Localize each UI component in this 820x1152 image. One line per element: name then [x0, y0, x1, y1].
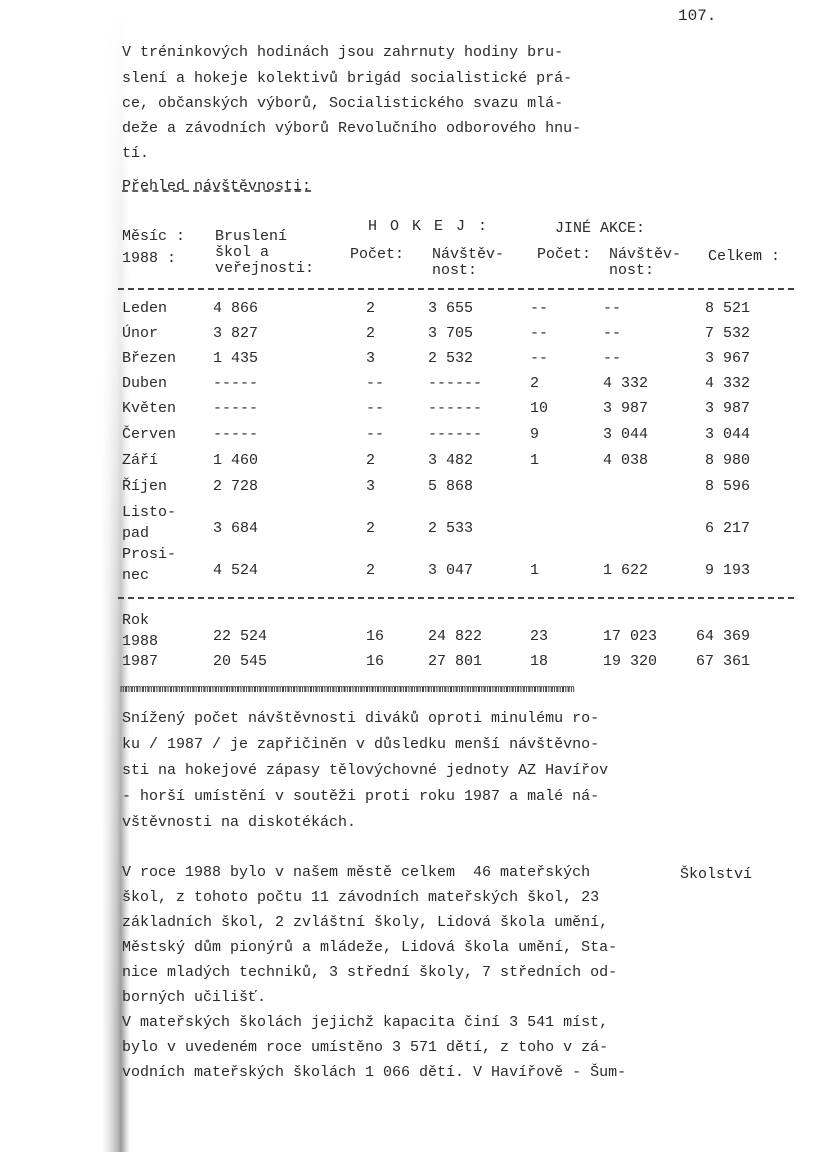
month-cell: Květen: [122, 400, 177, 417]
header-year: 1988 :: [122, 250, 177, 267]
hokej-navstevnost-cell: 2 533: [428, 520, 474, 537]
hokej-navstevnost-cell: ------: [428, 400, 483, 417]
jine-pocet-cell: 2: [530, 375, 540, 392]
table-row: [0, 375, 820, 399]
jine-navstevnost-cell: 1 622: [603, 562, 649, 579]
jine-pocet-cell: --: [530, 350, 549, 367]
text-line: základních škol, 2 zvláštní školy, Lidová škola umění,: [122, 914, 609, 931]
hokej-pocet-cell: 16: [366, 628, 385, 645]
header-mesic: Měsíc :: [122, 228, 186, 245]
table-row: [0, 325, 820, 349]
hokej-pocet-cell: 2: [366, 562, 376, 579]
text-line: ce, občanských výborů, Socialistického svazu mlá-: [122, 95, 564, 112]
brusleni-cell: 3 684: [213, 520, 259, 537]
brusleni-cell: -----: [213, 375, 259, 392]
jine-pocet-cell: --: [530, 300, 549, 317]
table-row: [0, 478, 820, 502]
table-row: [0, 546, 820, 586]
month-cell: Září: [122, 452, 159, 469]
totals-row: [0, 653, 820, 677]
jine-navstevnost-cell: 19 320: [603, 653, 658, 670]
header-celkem: Celkem :: [708, 248, 781, 265]
jine-pocet-cell: 1: [530, 452, 540, 469]
text-line: V roce 1988 bylo v našem městě celkem 46 mateřských: [122, 864, 591, 881]
hokej-pocet-cell: --: [366, 400, 385, 417]
hokej-pocet-cell: 16: [366, 653, 385, 670]
hokej-pocet-cell: 2: [366, 520, 376, 537]
divider: [118, 597, 794, 599]
header-jine-navstevnost: nost:: [609, 262, 655, 279]
jine-navstevnost-cell: 3 044: [603, 426, 649, 443]
table-row: [0, 452, 820, 476]
hokej-pocet-cell: 2: [366, 325, 376, 342]
jine-navstevnost-cell: --: [603, 350, 622, 367]
month-cell: Rok 1988: [122, 612, 159, 650]
separator-line: mmmmmmmmmmmmmmmmmmmmmmmmmmmmmmmmmmmmmmmmmmmmmmmmmmmmmmmmmmmmmmmmmmmmmmmmmmmmmmmmm: [120, 684, 574, 696]
text-line: nice mladých techniků, 3 střední školy, 7 středních od-: [122, 964, 618, 981]
page-number: 107.: [678, 7, 717, 25]
hokej-pocet-cell: --: [366, 375, 385, 392]
brusleni-cell: -----: [213, 426, 259, 443]
jine-navstevnost-cell: 3 987: [603, 400, 649, 417]
month-cell: Listo- pad: [122, 504, 177, 542]
header-brusleni: Bruslení: [215, 228, 288, 245]
month-cell: Únor: [122, 325, 159, 342]
jine-navstevnost-cell: --: [603, 300, 622, 317]
hokej-pocet-cell: 2: [366, 300, 376, 317]
celkem-cell: 4 332: [704, 375, 750, 392]
header-jine-navstevnost: Návštěv-: [609, 246, 682, 263]
brusleni-cell: 22 524: [213, 628, 268, 645]
brusleni-cell: 1 435: [213, 350, 259, 367]
header-hokej-navstevnost: nost:: [432, 262, 478, 279]
hokej-pocet-cell: 2: [366, 452, 376, 469]
table-row: [0, 350, 820, 374]
header-jine-pocet: Počet:: [537, 246, 592, 263]
divider: [118, 288, 794, 290]
table-row: [0, 300, 820, 324]
hokej-navstevnost-cell: 3 705: [428, 325, 474, 342]
hokej-navstevnost-cell: 3 655: [428, 300, 474, 317]
hokej-navstevnost-cell: 27 801: [428, 653, 483, 670]
jine-pocet-cell: --: [530, 325, 549, 342]
celkem-cell: 3 967: [704, 350, 750, 367]
table-row: [0, 400, 820, 424]
brusleni-cell: -----: [213, 400, 259, 417]
header-brusleni: veřejnosti:: [215, 260, 315, 277]
jine-pocet-cell: 23: [530, 628, 549, 645]
hokej-navstevnost-cell: 3 482: [428, 452, 474, 469]
celkem-cell: 9 193: [704, 562, 750, 579]
month-cell: Březen: [122, 350, 177, 367]
brusleni-cell: 4 524: [213, 562, 259, 579]
header-brusleni: škol a: [215, 244, 270, 261]
celkem-cell: 8 521: [704, 300, 750, 317]
month-cell: Říjen: [122, 478, 168, 495]
brusleni-cell: 20 545: [213, 653, 268, 670]
brusleni-cell: 2 728: [213, 478, 259, 495]
text-line: bylo v uvedeném roce umístěno 3 571 dětí, z toho v zá-: [122, 1039, 609, 1056]
hokej-pocet-cell: 3: [366, 478, 376, 495]
jine-pocet-cell: 10: [530, 400, 549, 417]
section-heading: Přehled návštěvnosti:: [122, 178, 312, 195]
celkem-cell: 8 980: [704, 452, 750, 469]
jine-navstevnost-cell: --: [603, 325, 622, 342]
celkem-cell: 64 369: [695, 628, 750, 645]
text-line: Snížený počet návštěvnosti diváků oproti minulému ro-: [122, 710, 600, 727]
text-line: deže a závodních výborů Revolučního odborového hnu-: [122, 120, 582, 137]
jine-pocet-cell: 1: [530, 562, 540, 579]
month-cell: Prosi- nec: [122, 546, 177, 584]
text-line: V tréninkových hodinách jsou zahrnuty hodiny bru-: [122, 44, 564, 61]
month-cell: 1987: [122, 653, 159, 670]
brusleni-cell: 1 460: [213, 452, 259, 469]
text-line: vodních mateřských školách 1 066 dětí. V Havířově - Šum-: [122, 1064, 627, 1081]
month-cell: Duben: [122, 375, 168, 392]
group-header-hokej: H O K E J :: [368, 218, 490, 235]
header-hokej-pocet: Počet:: [350, 246, 405, 263]
celkem-cell: 6 217: [704, 520, 750, 537]
jine-navstevnost-cell: 4 038: [603, 452, 649, 469]
celkem-cell: 8 596: [704, 478, 750, 495]
jine-navstevnost-cell: 17 023: [603, 628, 658, 645]
text-line: ku / 1987 / je zapřičiněn v důsledku menší návštěvno-: [122, 736, 600, 753]
jine-pocet-cell: 18: [530, 653, 549, 670]
text-line: tí.: [122, 145, 150, 162]
jine-pocet-cell: 9: [530, 426, 540, 443]
header-hokej-navstevnost: Návštěv-: [432, 246, 505, 263]
jine-navstevnost-cell: 4 332: [603, 375, 649, 392]
text-line: sti na hokejové zápasy tělovýchovné jednoty AZ Havířov: [122, 762, 609, 779]
hokej-navstevnost-cell: 3 047: [428, 562, 474, 579]
text-line: - horší umístění v soutěži proti roku 1987 a malé ná-: [122, 788, 600, 805]
text-line: Městský dům pionýrů a mládeže, Lidová škola umění, Sta-: [122, 939, 618, 956]
celkem-cell: 7 532: [704, 325, 750, 342]
totals-row: [0, 612, 820, 652]
brusleni-cell: 4 866: [213, 300, 259, 317]
text-line: vštěvnosti na diskotékách.: [122, 814, 357, 831]
hokej-navstevnost-cell: 5 868: [428, 478, 474, 495]
hokej-navstevnost-cell: ------: [428, 426, 483, 443]
hokej-pocet-cell: 3: [366, 350, 376, 367]
hokej-navstevnost-cell: 2 532: [428, 350, 474, 367]
hokej-navstevnost-cell: ------: [428, 375, 483, 392]
text-line: škol, z tohoto počtu 11 závodních mateřských škol, 23: [122, 889, 600, 906]
celkem-cell: 67 361: [695, 653, 750, 670]
celkem-cell: 3 987: [704, 400, 750, 417]
hokej-pocet-cell: --: [366, 426, 385, 443]
group-header-jine: JINÉ AKCE:: [555, 220, 646, 237]
table-row: [0, 504, 820, 544]
text-line: slení a hokeje kolektivů brigád socialistické prá-: [122, 70, 573, 87]
month-cell: Leden: [122, 300, 168, 317]
text-line: borných učilišť.: [122, 989, 267, 1006]
month-cell: Červen: [122, 426, 177, 443]
text-line: V mateřských školách jejichž kapacita činí 3 541 míst,: [122, 1014, 609, 1031]
margin-label: Školství: [680, 866, 753, 883]
table-row: [0, 426, 820, 450]
brusleni-cell: 3 827: [213, 325, 259, 342]
hokej-navstevnost-cell: 24 822: [428, 628, 483, 645]
celkem-cell: 3 044: [704, 426, 750, 443]
